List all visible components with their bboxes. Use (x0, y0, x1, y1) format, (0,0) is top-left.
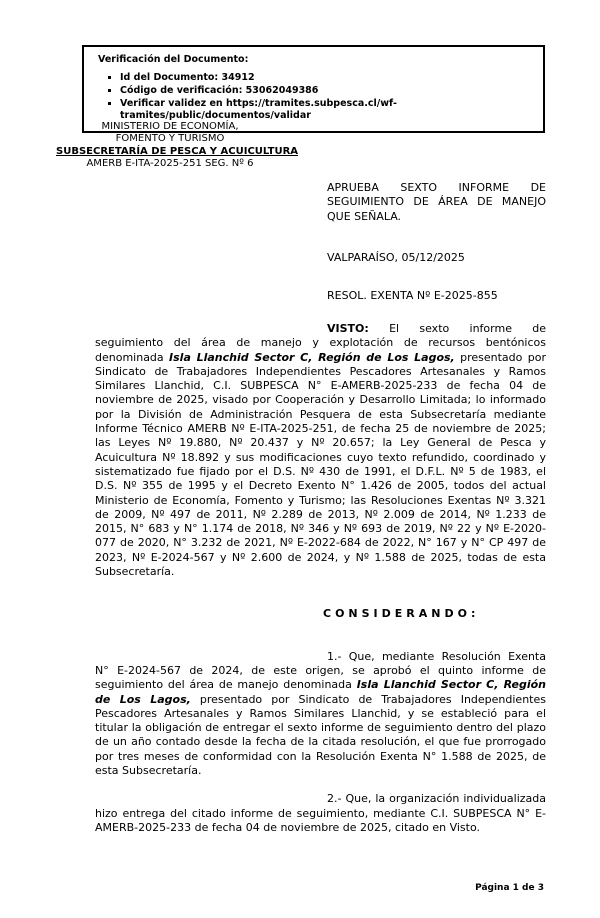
considerando-paragraph-1: 1.- Que, mediante Resolución Exenta N° E-2024-567 de 2024, de este origen, se aprobó el quinto informe de seguimiento del área de manejo denominada Isla Llanchid Sector C, Región de Los Lagos, presentado por Sindicato de Trabajadores Independientes Pescadores Artesanales y Ramos Similares Llanchid, y se estableció para el titular la obligación de entregar el sexto informe de seguimiento dentro del plazo de un año contado desde la fecha de la citada resolución, el que fue prorrogado por tres meses de conformidad con la Resolución Exenta N° 1.588 de 2025, de esta Subsecretaría. (95, 649, 546, 778)
resolution-body (95, 322, 546, 835)
considerando-heading: CONSIDERANDO: (323, 607, 480, 621)
verification-box (82, 45, 545, 133)
place-and-date: VALPARAÍSO, 05/12/2025 (327, 251, 465, 264)
verification-list (98, 72, 535, 122)
letterhead (56, 121, 299, 170)
verification-item-url: ▪ Verificar validez en https://tramites.subpesca.cl/wf-tramites/public/documentos/validar (120, 98, 535, 122)
visto-paragraph: VISTO: El sexto informe de seguimiento del área de manejo y explotación de recursos bentónicos denominada Isla Llanchid Sector C, Región de Los Lagos, presentado por Sindicato de Trabajadores Independientes Pescadores Artesanales y Ramos Similares Llanchid, C.I. SUBPESCA N° E-AMERB-2025-233 de fecha 04 de noviembre de 2025, visado por Cooperación y Desarrollo Limitada; lo informado por la División de Administración Pesquera de esta Subsecretaría mediante Informe Técnico AMERB Nº E-ITA-2025-251, de fecha 25 de noviembre de 2025; las Leyes Nº 19.880, Nº 20.437 y Nº 20.657; la Ley General de Pesca y Acuicultura Nº 18.892 y sus modificaciones cuyo texto refundido, coordinado y sistematizado fue fijado por el D.S. Nº 430 de 1991, el D.F.L. Nº 5 de 1983, el D.S. Nº 355 de 1995 y el Decreto Exento N° 1.426 de 2005, todos del actual Ministerio de Economía, Fomento y Turismo; las Resoluciones Exentas Nº 3.321 de 2009, Nº 497 de 2011, Nº 2.289 de 2013, Nº 2.009 de 2014, Nº 1.233 de 2015, N° 683 y N° 1.174 de 2018, Nº 346 y Nº 693 de 2019, Nº 22 y Nº E-2020-077 de 2020, N° 3.232 de 2021, Nº E-2022-684 de 2022, N° 167 y N° CP 497 de 2023, Nº E-2024-567 y Nº 2.600 de 2024, y Nº 1.588 de 2025, todas de esta Subsecretaría. (95, 322, 546, 579)
resolution-number: RESOL. EXENTA Nº E-2025-855 (327, 289, 498, 302)
considerando-paragraph-2: 2.- Que, la organización individualizada hizo entrega del citado informe de seguimiento, mediante C.I. SUBPESCA N° E-AMERB-2025-233 de fecha 04 de noviembre de 2025, citado en Visto. (95, 792, 546, 834)
ministry-line-2: FOMENTO Y TURISMO (115, 133, 225, 145)
verification-item-document-id: ▪ Id del Documento: 34912 (120, 72, 535, 84)
page-number: Página 1 de 3 (475, 883, 544, 893)
verification-title: Verificación del Documento: (98, 54, 249, 65)
resolution-subject: APRUEBA SEXTO INFORME DE SEGUIMIENTO DE ÁREA DE MANEJO QUE SEÑALA. (327, 181, 546, 223)
verification-item-code: ▪ Código de verificación: 53062049386 (120, 85, 535, 97)
ministry-line-1: MINISTERIO DE ECONOMÍA, (101, 121, 239, 132)
file-reference: AMERB E-ITA-2025-251 SEG. Nº 6 (86, 157, 254, 169)
subsecretaria-line: SUBSECRETARÍA DE PESCA Y ACUICULTURA (56, 145, 299, 157)
